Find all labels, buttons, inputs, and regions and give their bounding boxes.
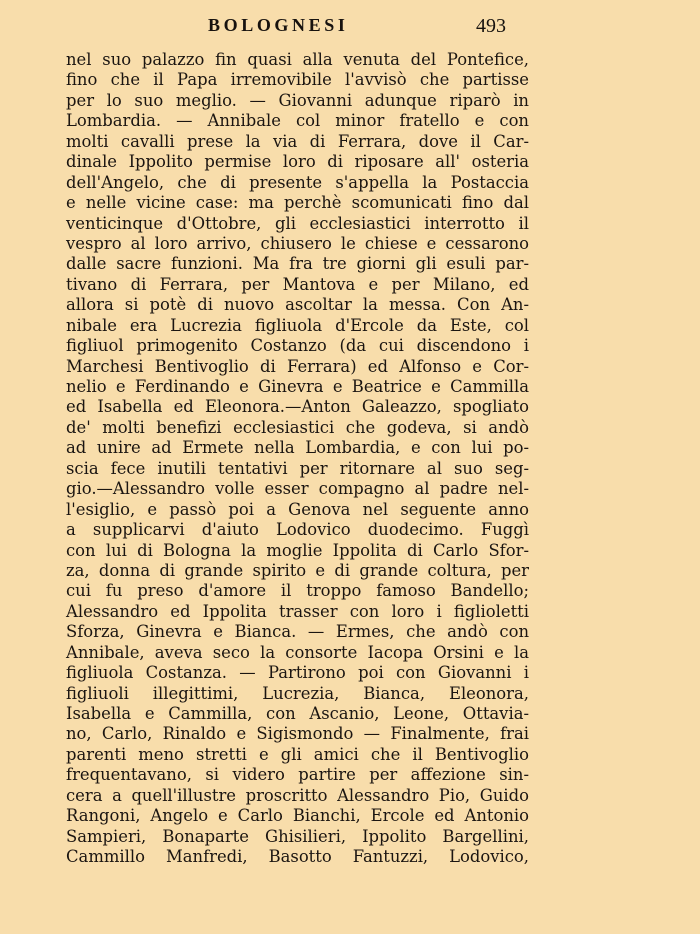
text-line: figliuol primogenito Costanzo (da cui discendono i (66, 336, 529, 356)
text-line: l'esiglio, e passò poi a Genova nel seguente anno (66, 499, 529, 519)
text-line: cui fu preso d'amore il troppo famoso Bandello; (66, 581, 529, 601)
text-line: a supplicarvi d'aiuto Lodovico duodecimo. Fuggì (66, 520, 529, 540)
text-line: cera a quell'illustre proscritto Alessandro Pio, Guido (66, 785, 529, 805)
text-line: dalle sacre funzioni. Ma fra tre giorni gli esuli par- (66, 254, 529, 274)
text-line: Marchesi Bentivoglio di Ferrara) ed Alfonso e Cor- (66, 356, 529, 376)
text-line: Rangoni, Angelo e Carlo Bianchi, Ercole ed Antonio (66, 806, 529, 826)
text-line: gio.—Alessandro volle esser compagno al padre nel- (66, 479, 529, 499)
text-line: Annibale, aveva seco la consorte Iacopa Orsini e la (66, 642, 529, 662)
text-line: Sforza, Ginevra e Bianca. — Ermes, che andò con (66, 622, 529, 642)
text-line: fino che il Papa irremovibile l'avvisò che partisse (66, 70, 529, 90)
text-line: frequentavano, si videro partire per affezione sin- (66, 765, 529, 785)
page-number: 493 (476, 15, 506, 37)
text-line: molti cavalli prese la via di Ferrara, dove il Car- (66, 131, 529, 151)
text-line: Cammillo Manfredi, Basotto Fantuzzi, Lodovico, (66, 847, 529, 867)
text-line: venticinque d'Ottobre, gli ecclesiastici interrotto il (66, 213, 529, 233)
body-text (66, 50, 529, 868)
text-line: dinale Ippolito permise loro di riposare all' osteria (66, 152, 529, 172)
text-line: tivano di Ferrara, per Mantova e per Milano, ed (66, 274, 529, 294)
text-line: per lo suo meglio. — Giovanni adunque riparò in (66, 90, 529, 110)
text-line: Sampieri, Bonaparte Ghisilieri, Ippolito Bargellini, (66, 826, 529, 846)
text-line: con lui di Bologna la moglie Ippolita di Carlo Sfor- (66, 540, 529, 560)
text-line: Lombardia. — Annibale col minor fratello e con (66, 111, 529, 131)
text-line: nel suo palazzo fin quasi alla venuta del Pontefice, (66, 50, 529, 69)
text-line: de' molti benefizi ecclesiastici che godeva, si andò (66, 417, 529, 437)
text-line: ad unire ad Ermete nella Lombardia, e con lui po- (66, 438, 529, 458)
text-line: parenti meno stretti e gli amici che il Bentivoglio (66, 744, 529, 764)
text-line: nibale era Lucrezia figliuola d'Ercole da Este, col (66, 315, 529, 335)
text-line: vespro al loro arrivo, chiusero le chiese e cessarono (66, 233, 529, 253)
text-line: no, Carlo, Rinaldo e Sigismondo — Finalmente, frai (66, 724, 529, 744)
text-line: scia fece inutili tentativi per ritornare al suo seg- (66, 458, 529, 478)
text-line: nelio e Ferdinando e Ginevra e Beatrice e Cammilla (66, 377, 529, 396)
text-line: figliuoli illegittimi, Lucrezia, Bianca, Eleonora, (66, 683, 529, 703)
text-line: e nelle vicine case: ma perchè scomunicati fino dal (66, 193, 529, 213)
text-line: ed Isabella ed Eleonora.—Anton Galeazzo, spogliato (66, 397, 529, 417)
text-line: za, donna di grande spirito e di grande coltura, per (66, 560, 529, 580)
text-line: Alessandro ed Ippolita trasser con loro i figlioletti (66, 601, 529, 621)
text-line: allora si potè di nuovo ascoltar la messa. Con An- (66, 295, 529, 315)
running-title: BOLOGNESI (208, 15, 349, 35)
text-line: figliuola Costanza. — Partirono poi con Giovanni i (66, 663, 529, 683)
text-line: dell'Angelo, che di presente s'appella la Postaccia (66, 172, 529, 192)
text-line: Isabella e Cammilla, con Ascanio, Leone, Ottavia- (66, 704, 529, 723)
